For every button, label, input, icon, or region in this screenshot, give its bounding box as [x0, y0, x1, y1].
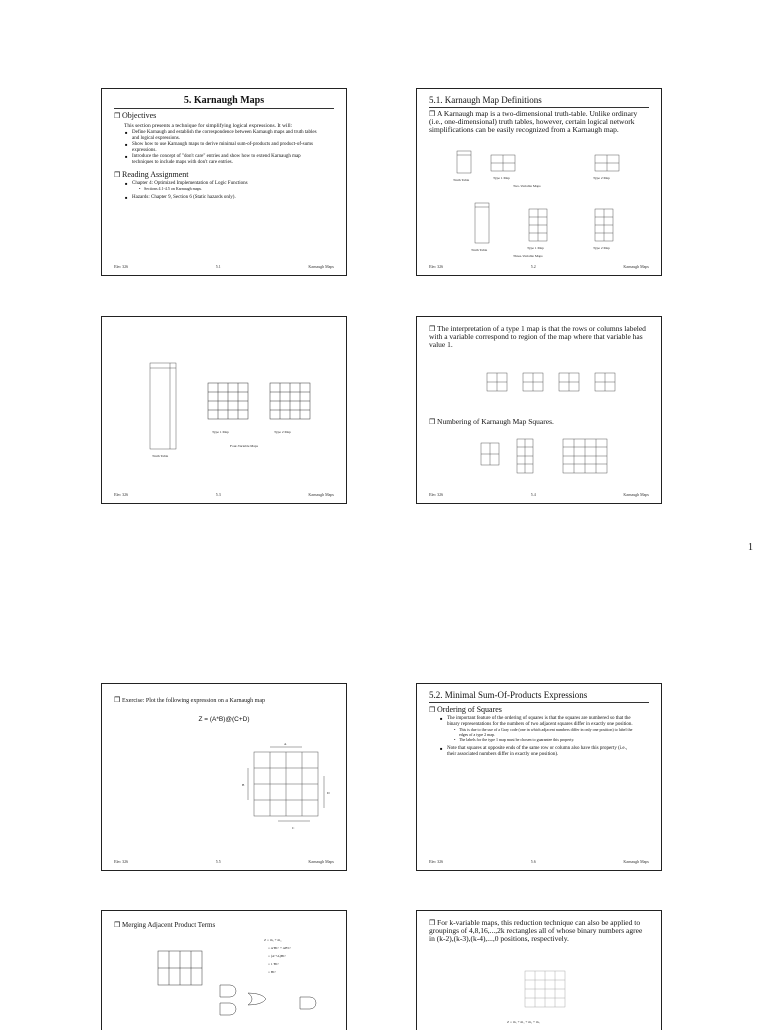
slide-footer: [429, 859, 649, 864]
footer-course: Elec 326: [429, 264, 444, 269]
slide-map-interpretation: [416, 316, 662, 504]
slide-footer: [114, 264, 334, 269]
slide-title: 5.2. Minimal Sum-Of-Products Expressions: [429, 690, 649, 703]
caption-three-variable: Three-Variable Maps: [513, 254, 543, 258]
slide-footer: [429, 492, 649, 497]
footer-page: 5.2: [530, 264, 536, 269]
footer-course: Elec 326: [429, 859, 444, 864]
slide-merging-terms: [101, 910, 347, 1030]
equation-line: Z = m₂ + m₆: [264, 938, 282, 942]
footer-course: Elec 326: [429, 492, 444, 497]
footer-topic: Karnaugh Maps: [623, 492, 649, 497]
merging-figure: [102, 933, 347, 1030]
reading-subitem: • Sections 4.1-4.5 on Karnaugh maps.: [144, 187, 322, 192]
caption-type1: Type 1 Map: [212, 430, 229, 434]
type2-map-3var: [595, 209, 613, 241]
caption-four-variable: Four-Variable Maps: [230, 444, 259, 448]
label-a: A: [284, 742, 287, 746]
intro-text: This section presents a technique for simplifying logical expressions. It will:: [124, 123, 293, 129]
equation-line: = BC': [268, 970, 277, 974]
exercise-text: ❒ Exercise: Plot the following expression on a Karnaugh map: [114, 696, 334, 706]
truth-table-4var: [150, 363, 176, 449]
reduction-figure: [417, 951, 662, 1030]
caption-type2: Type 2 Map: [593, 176, 610, 180]
caption-two-variable: Two-Variable Maps: [513, 184, 541, 188]
caption-type2: Type 2 Map: [593, 246, 610, 250]
footer-page: 5.3: [215, 492, 221, 497]
objectives-heading: ❒ Objectives: [114, 111, 334, 121]
caption-type1: Type 1 Map: [527, 246, 544, 250]
slide-title: 5.1. Karnaugh Map Definitions: [429, 95, 649, 108]
ordering-heading: ❒ Ordering of Squares: [429, 705, 649, 715]
merging-heading: ❒ Merging Adjacent Product Terms: [114, 921, 334, 930]
footer-topic: Karnaugh Maps: [308, 859, 334, 864]
two-variable-maps-figure: [417, 147, 662, 267]
slide-footer: [114, 492, 334, 497]
numbering-text: ❒ Numbering of Karnaugh Map Squares.: [429, 417, 554, 427]
definition-text: ❒ A Karnaugh map is a two-dimensional truth-table. Unlike ordinary (i.e., one-dimensional) truth tables, however, certain logical network simplifications can be easily recognized from a Karnaugh map.: [429, 110, 649, 134]
label-c: C: [292, 826, 295, 830]
objective-item: ■ Define Karnaugh and establish the correspondence between Karnaugh maps and truth tables and logical expressions.: [132, 130, 322, 141]
slide-karnaugh-maps: [101, 88, 347, 276]
caption-truth-table: Truth Table: [453, 178, 470, 182]
objective-item: ■ Show how to use Karnaugh maps to derive minimal sum-of-products and product-of-sums expressions.: [132, 142, 322, 153]
reading-heading: ❒ Reading Assignment: [114, 170, 334, 180]
footer-course: Elec 326: [114, 264, 129, 269]
footer-page: 5.1: [215, 264, 221, 269]
footer-course: Elec 326: [114, 859, 129, 864]
equation-line: = (A'+A)BC': [268, 954, 287, 958]
footer-topic: Karnaugh Maps: [308, 264, 334, 269]
footer-page: 5.6: [530, 859, 536, 864]
footer-topic: Karnaugh Maps: [623, 264, 649, 269]
page-number: 1: [748, 542, 753, 553]
slide-minimal-sop: [416, 683, 662, 871]
type2-map-4var: [270, 383, 310, 419]
type1-map-3var: [529, 209, 547, 241]
label-b: B: [242, 783, 245, 787]
caption-type1: Type 1 Map: [493, 176, 510, 180]
numbering-figure: [417, 429, 662, 489]
exercise-expression: Z = (A*B)@(C+D): [198, 716, 250, 723]
type1-map-2var: [491, 155, 515, 171]
variable-regions-figure: [417, 363, 662, 403]
empty-karnaugh-grid: [102, 740, 347, 850]
type2-map-2var: [595, 155, 619, 171]
equation-line: = A'BC' + AB'C': [268, 946, 292, 950]
caption-type2: Type 2 Map: [274, 430, 291, 434]
reading-item: ■ Chapter 4: Optimized Implementation of Logic Functions: [132, 181, 322, 187]
ordering-paragraph: ■ Note that squares at opposite ends of the same row or column also have this property (i.e., their associated numbers differ in exactly one position).: [447, 746, 637, 757]
footer-topic: Karnaugh Maps: [308, 492, 334, 497]
slide-exercise: [101, 683, 347, 871]
footer-page: 5.5: [215, 859, 221, 864]
interpretation-text: ❒ The interpretation of a type 1 map is that the rows or columns labeled with a variable correspond to region of the map where that variable has value 1.: [429, 325, 649, 349]
ordering-subpoint: • This is due to the use of a Gray code (one in which adjacent numbers differ in only one position) to label the edges of a type 2 map.: [459, 728, 637, 737]
footer-topic: Karnaugh Maps: [623, 859, 649, 864]
ordering-subpoint: • The labels for the type 1 map must be chosen to guarantee this property.: [459, 738, 637, 743]
equation-line: = 1·BC': [268, 962, 280, 966]
caption-truth-table: Truth Table: [471, 248, 488, 252]
label-d: D: [327, 791, 330, 795]
reduction-equation: Z = m₁ + m₃ + m₅ + m₇: [507, 1020, 540, 1024]
four-variable-maps-figure: [102, 317, 347, 477]
truth-table-2var: [457, 151, 471, 173]
truth-table-3var: [475, 203, 489, 243]
slide-footer: [114, 859, 334, 864]
footer-page: 5.4: [530, 492, 536, 497]
type1-map-4var: [208, 383, 248, 419]
ordering-paragraph: ■ The important feature of the ordering of squares is that the squares are numbered so that the binary representations for the numbers of two adjacent squares differ in exactly one position.: [447, 716, 637, 727]
caption-truth-table: Truth Table: [152, 454, 169, 458]
slide-title: 5. Karnaugh Maps: [114, 95, 334, 109]
slide-karnaugh-definitions: [416, 88, 662, 276]
slide-footer: [429, 264, 649, 269]
footer-course: Elec 326: [114, 492, 129, 497]
reduction-text: ❒ For k-variable maps, this reduction technique can also be applied to groupings of 4,8,16,...,2k rectangles all of whose binary numbers agree in (k-2),(k-3),(k-4),...,0 positions, respectively.: [429, 919, 649, 943]
slide-four-variable-maps: [101, 316, 347, 504]
slide-reduction-technique: [416, 910, 662, 1030]
objective-item: ■ Introduce the concept of "don't care" entries and show how to extend Karnaugh map techniques to include maps with don't care entries.: [132, 154, 322, 165]
reading-item: ■ Hazards: Chapter 9, Section 6 (Static hazards only).: [132, 195, 322, 201]
